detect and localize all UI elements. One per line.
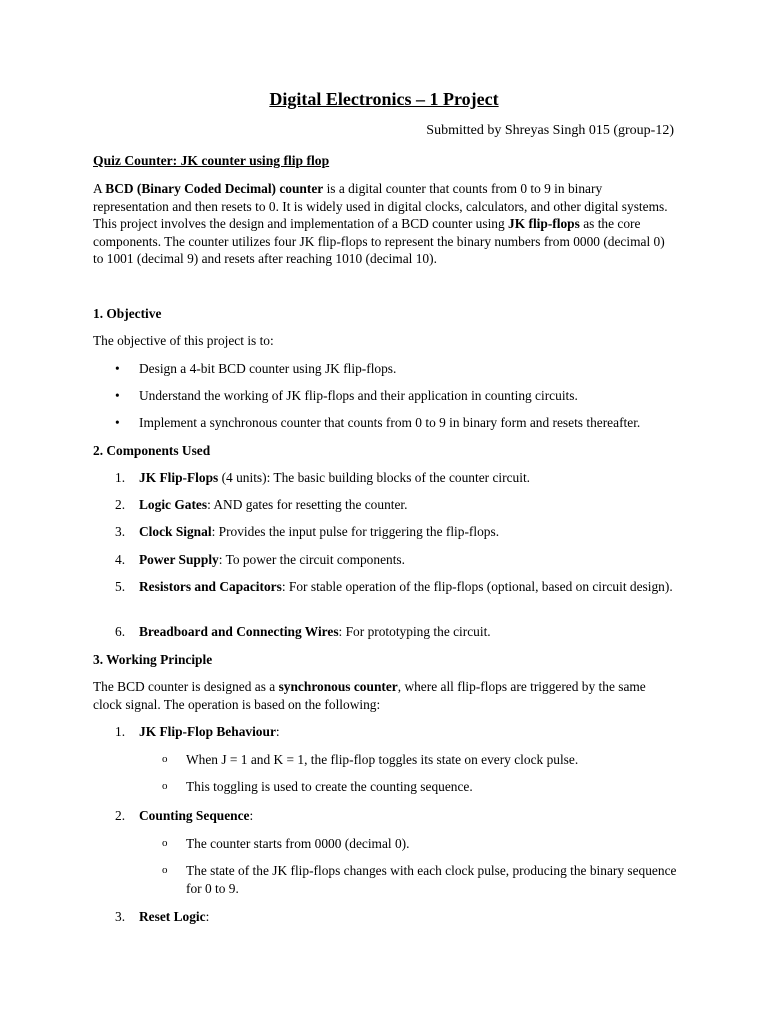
list-number: 3. — [115, 524, 126, 539]
component-item: Power Supply: To power the circuit components. — [139, 552, 405, 567]
sub-item: The counter starts from 0000 (decimal 0). — [186, 836, 410, 851]
objective-item: Understand the working of JK flip-flops and their application in counting circuits. — [139, 388, 578, 403]
principle-paragraph: The BCD counter is designed as a synchronous counter, where all flip-flops are triggered by the same clock signal. The operation is based on the following: — [93, 679, 646, 712]
sub-item: When J = 1 and K = 1, the flip-flop toggles its state on every clock pulse. — [186, 752, 579, 767]
bullet-marker: • — [115, 361, 120, 376]
section-subtitle: Quiz Counter: JK counter using flip flop — [93, 153, 330, 168]
principle-item: Reset Logic: — [139, 909, 210, 924]
sub-bullet-marker: o — [162, 837, 168, 849]
bullet-marker: • — [115, 388, 120, 403]
components-heading: 2. Components Used — [93, 443, 211, 458]
sub-item: The state of the JK flip-flops changes with each clock pulse, producing the binary sequence for 0 to 9. — [186, 863, 677, 896]
component-item: Logic Gates: AND gates for resetting the counter. — [139, 497, 408, 512]
list-number: 2. — [115, 497, 126, 512]
objective-heading: 1. Objective — [93, 306, 162, 321]
bullet-marker: • — [115, 415, 120, 430]
document-title: Digital Electronics – 1 Project — [269, 89, 499, 109]
component-item: Breadboard and Connecting Wires: For prototyping the circuit. — [139, 624, 491, 639]
sub-bullet-marker: o — [162, 753, 168, 765]
sub-item: This toggling is used to create the counting sequence. — [186, 779, 473, 794]
sub-bullet-marker: o — [162, 780, 168, 792]
list-number: 1. — [115, 470, 126, 485]
objective-lead: The objective of this project is to: — [93, 333, 274, 348]
component-item: Clock Signal: Provides the input pulse for triggering the flip-flops. — [139, 524, 500, 539]
list-number: 1. — [115, 724, 126, 739]
list-number: 2. — [115, 808, 126, 823]
list-number: 5. — [115, 579, 126, 594]
list-number: 3. — [115, 909, 126, 924]
sub-bullet-marker: o — [162, 864, 168, 876]
component-item: Resistors and Capacitors: For stable operation of the flip-flops (optional, based on circuit design). — [139, 579, 673, 594]
principle-item: Counting Sequence: — [139, 808, 254, 823]
list-number: 4. — [115, 552, 126, 567]
principle-heading: 3. Working Principle — [93, 652, 213, 667]
objective-item: Design a 4-bit BCD counter using JK flip-flops. — [139, 361, 397, 376]
submitted-by: Submitted by Shreyas Singh 015 (group-12) — [426, 123, 674, 138]
list-number: 6. — [115, 624, 126, 639]
component-item: JK Flip-Flops (4 units): The basic building blocks of the counter circuit. — [139, 470, 531, 485]
intro-paragraph: A BCD (Binary Coded Decimal) counter is a digital counter that counts from 0 to 9 in binary representation and then resets to 0. It is widely used in digital clocks, calculators, and other digital systems. This project involves the design and implementation of a BCD counter using JK flip-flops as the core components. The counter utilizes four JK flip-flops to represent the binary numbers from 0000 (decimal 0) to 1001 (decimal 9) and resets after reaching 1010 (decimal 10). — [93, 181, 668, 266]
objective-item: Implement a synchronous counter that counts from 0 to 9 in binary form and resets thereafter. — [139, 415, 641, 430]
principle-item: JK Flip-Flop Behaviour: — [139, 724, 280, 739]
